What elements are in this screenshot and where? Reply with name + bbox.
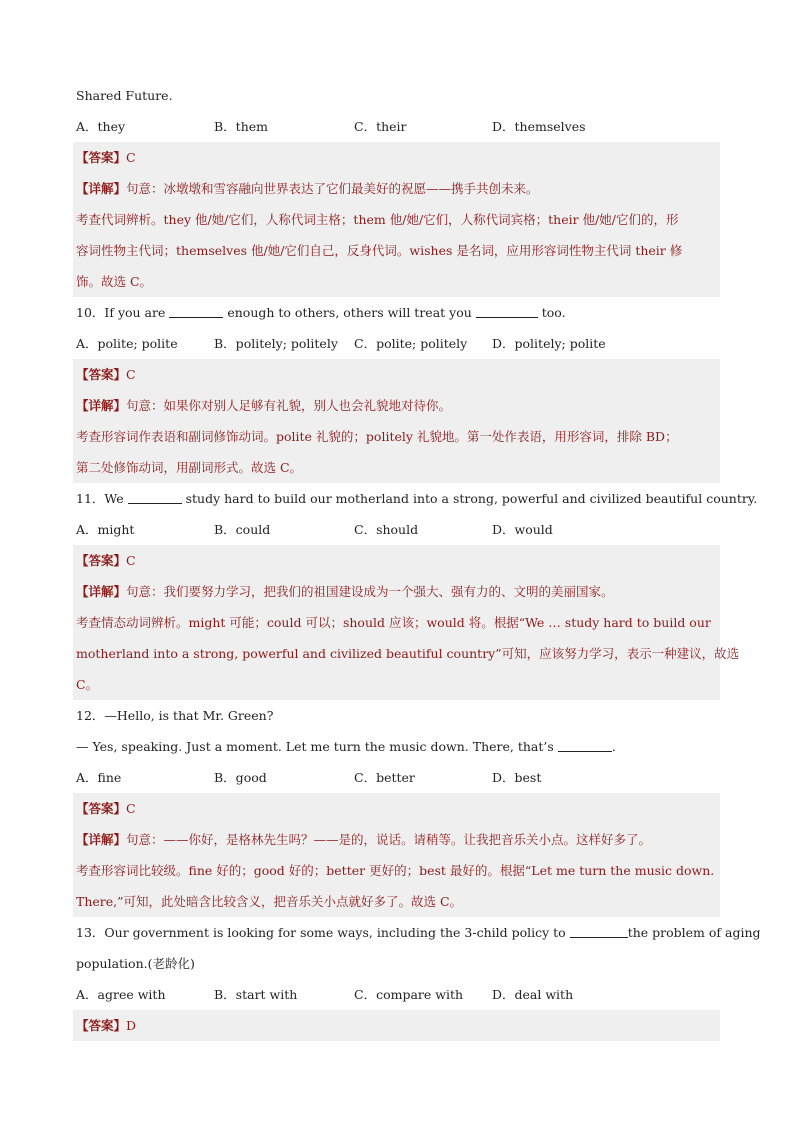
detail-line — [76, 390, 720, 421]
answer-line — [76, 793, 720, 824]
answer-value: C — [126, 553, 136, 568]
answer-block-12 — [73, 793, 720, 917]
question-12-options — [76, 762, 720, 793]
question-11-stem: 11．We study hard to build our motherland into a strong, powerful and civilized beautiful country. — [76, 491, 758, 506]
answer-blank — [570, 925, 628, 938]
answer-block-11 — [73, 545, 740, 700]
detail-text: 句意：我们要努力学习，把我们的祖国建设成为一个强大、强有力的、文明的美丽国家。 — [126, 584, 614, 599]
answer-tag: 【答案】 — [76, 1018, 127, 1033]
detail-text: 考查形容词比较级。fine 好的；good 好的；better 更好的；best 最好的。根据“Let me turn the music down. — [76, 863, 715, 878]
answer-blank — [476, 305, 538, 318]
option-d: D．best — [492, 770, 542, 785]
option-a: A．they — [76, 119, 126, 134]
option-c: C．polite; politely — [354, 336, 468, 351]
option-c: C．should — [354, 522, 419, 537]
option-d: D．deal with — [492, 987, 574, 1002]
question-10-options — [76, 328, 720, 359]
detail-tag: 【详解】 — [76, 584, 127, 599]
answer-block-10 — [73, 359, 720, 483]
answer-value: C — [126, 150, 136, 165]
answer-tag: 【答案】 — [76, 553, 127, 568]
detail-text: 考查情态动词辨析。might 可能；could 可以；should 应该；would 将。根据“We … study hard to build our — [76, 615, 711, 630]
question-9-options — [76, 111, 720, 142]
answer-blank — [169, 305, 223, 318]
detail-text: 句意：——你好，是格林先生吗？——是的，说话。请稍等。让我把音乐关小点。这样好多了。 — [126, 832, 652, 847]
detail-text: 句意：冰墩墩和雪容融向世界表达了它们最美好的祝愿——携手共创未来。 — [126, 181, 539, 196]
question-12-reply: — Yes, speaking. Just a moment. Let me turn the music down. There, that’s . — [76, 739, 616, 754]
option-b: B．them — [214, 119, 269, 134]
option-a: A．agree with — [76, 987, 166, 1002]
detail-text: 第二处修饰动词，用副词形式。故选 C。 — [76, 460, 303, 475]
option-d: D．would — [492, 522, 553, 537]
question-12-stem: 12．—Hello, is that Mr. Green? — [76, 708, 274, 723]
detail-text: 饰。故选 C。 — [76, 274, 153, 289]
question-11-options — [76, 514, 720, 545]
question-13-options — [76, 979, 720, 1010]
answer-line — [76, 142, 720, 173]
detail-text: 容词性物主代词；themselves 他/她/它们自己，反身代词。wishes 是名词，应用形容词性物主代词 their 修 — [76, 243, 683, 258]
exercise-page — [76, 80, 761, 1041]
answer-blank — [558, 739, 612, 752]
option-b: B．start with — [214, 987, 298, 1002]
option-b: B．good — [214, 770, 267, 785]
detail-text: There,”可知，此处暗含比较含义，把音乐关小点就好多了。故选 C。 — [76, 894, 463, 909]
answer-line — [76, 545, 720, 576]
option-c: C．better — [354, 770, 415, 785]
option-d: D．politely; polite — [492, 336, 606, 351]
question-13-stem: 13．Our government is looking for some ways, including the 3-child policy to the problem of aging — [76, 925, 761, 940]
detail-text: 考查代词辨析。they 他/她/它们，人称代词主格；them 他/她/它们，人称代词宾格；their 他/她/它们的，形 — [76, 212, 679, 227]
detail-text: 考查形容词作表语和副词修饰动词。polite 礼貌的；politely 礼貌地。第一处作表语，用形容词，排除 BD； — [76, 429, 678, 444]
detail-text: C。 — [76, 677, 99, 692]
option-a: A．polite; polite — [76, 336, 178, 351]
answer-value: C — [126, 367, 136, 382]
answer-value: C — [126, 801, 136, 816]
option-b: B．could — [214, 522, 271, 537]
question-10-stem: 10．If you are enough to others, others will treat you too. — [76, 305, 566, 320]
detail-line — [76, 173, 720, 204]
answer-value: D — [126, 1018, 137, 1033]
answer-line — [76, 359, 720, 390]
detail-text: motherland into a strong, powerful and civilized beautiful country”可知，应该努力学习，表示一种建议，故选 — [76, 646, 740, 661]
answer-tag: 【答案】 — [76, 367, 127, 382]
answer-block-13 — [73, 1010, 720, 1041]
option-a: A．fine — [76, 770, 122, 785]
detail-tag: 【详解】 — [76, 181, 127, 196]
detail-text: 句意：如果你对别人足够有礼貌，别人也会礼貌地对待你。 — [126, 398, 452, 413]
detail-tag: 【详解】 — [76, 832, 127, 847]
answer-blank — [128, 491, 182, 504]
question-13-stem-cont: population.(老龄化) — [76, 956, 195, 971]
detail-line — [76, 576, 720, 607]
answer-line — [76, 1010, 720, 1041]
option-c: C．compare with — [354, 987, 464, 1002]
option-c: C．their — [354, 119, 407, 134]
detail-line — [76, 824, 720, 855]
answer-tag: 【答案】 — [76, 801, 127, 816]
option-b: B．politely; politely — [214, 336, 338, 351]
option-a: A．might — [76, 522, 135, 537]
detail-tag: 【详解】 — [76, 398, 127, 413]
question-9-tail: Shared Future. — [76, 88, 173, 103]
answer-block-9 — [73, 142, 720, 297]
option-d: D．themselves — [492, 119, 586, 134]
answer-tag: 【答案】 — [76, 150, 127, 165]
